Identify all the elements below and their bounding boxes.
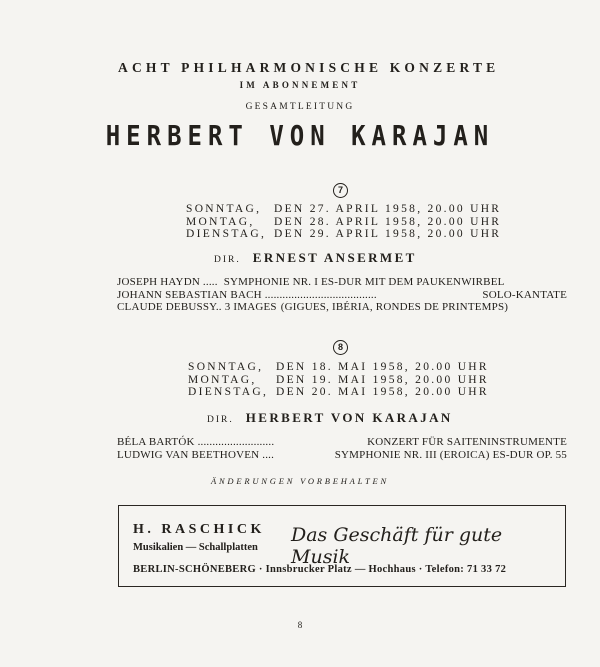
program-row: JOSEPH HAYDN ..... SYMPHONIE NR. I ES-DUR MIT DEM PAUKENWIRBEL [117, 276, 505, 288]
concert-7-program [117, 276, 567, 314]
shop-address: BERLIN-SCHÖNEBERG · Innsbrucker Platz — Hochhaus · Telefon: 71 33 72 [133, 564, 507, 575]
concert-8-conductor: DIR. HERBERT VON KARAJAN [207, 410, 453, 425]
advertisement-box [118, 505, 566, 587]
main-conductor: HERBERT VON KARAJAN [105, 119, 495, 153]
concert-number-7: 7 [333, 183, 348, 198]
concert-8-program [117, 436, 567, 461]
concert-7-dates [186, 203, 501, 241]
concert-7-conductor: DIR. ERNEST ANSERMET [214, 250, 417, 265]
concert-number-8: 8 [333, 340, 348, 355]
program-row: LUDWIG VAN BEETHOVEN .... SYMPHONIE NR. III (EROICA) ES-DUR OP. 55 [117, 448, 567, 461]
shop-name: H. RASCHICK [133, 522, 265, 537]
date-row: DIENSTAG, DEN 20. MAI 1958, 20.00 UHR [188, 386, 489, 398]
date-row: MONTAG, DEN 19. MAI 1958, 20.00 UHR [188, 373, 489, 386]
date-row: MONTAG, DEN 28. APRIL 1958, 20.00 UHR [186, 215, 502, 228]
program-row: JOHANN SEBASTIAN BACH ...................................... SOLO-KANTATE [117, 288, 567, 301]
date-row: SONNTAG, DEN 27. APRIL 1958, 20.00 UHR [186, 203, 502, 215]
program-row: CLAUDE DEBUSSY.. 3 IMAGES (GIGUES, IBÉRIA, RONDES DE PRINTEMPS) [117, 301, 509, 313]
concert-8-dates [188, 361, 489, 399]
subscription-label: IM ABONNEMENT [239, 80, 361, 90]
series-title: ACHT PHILHARMONISCHE KONZERTE [118, 60, 500, 75]
changes-notice: ÄNDERUNGEN VORBEHALTEN [210, 476, 390, 486]
program-row: BÉLA BARTÓK .......................... KONZERT FÜR SAITENINSTRUMENTE [117, 436, 567, 448]
overall-direction-label: GESAMTLEITUNG [245, 102, 355, 112]
date-row: SONNTAG, DEN 18. MAI 1958, 20.00 UHR [188, 361, 489, 373]
date-row: DIENSTAG, DEN 29. APRIL 1958, 20.00 UHR [186, 228, 502, 240]
shop-subtitle: Musikalien — Schallplatten [133, 542, 258, 553]
shop-slogan: Das Geschäft für gute Musik [291, 524, 503, 568]
page-number: 8 [297, 620, 303, 630]
